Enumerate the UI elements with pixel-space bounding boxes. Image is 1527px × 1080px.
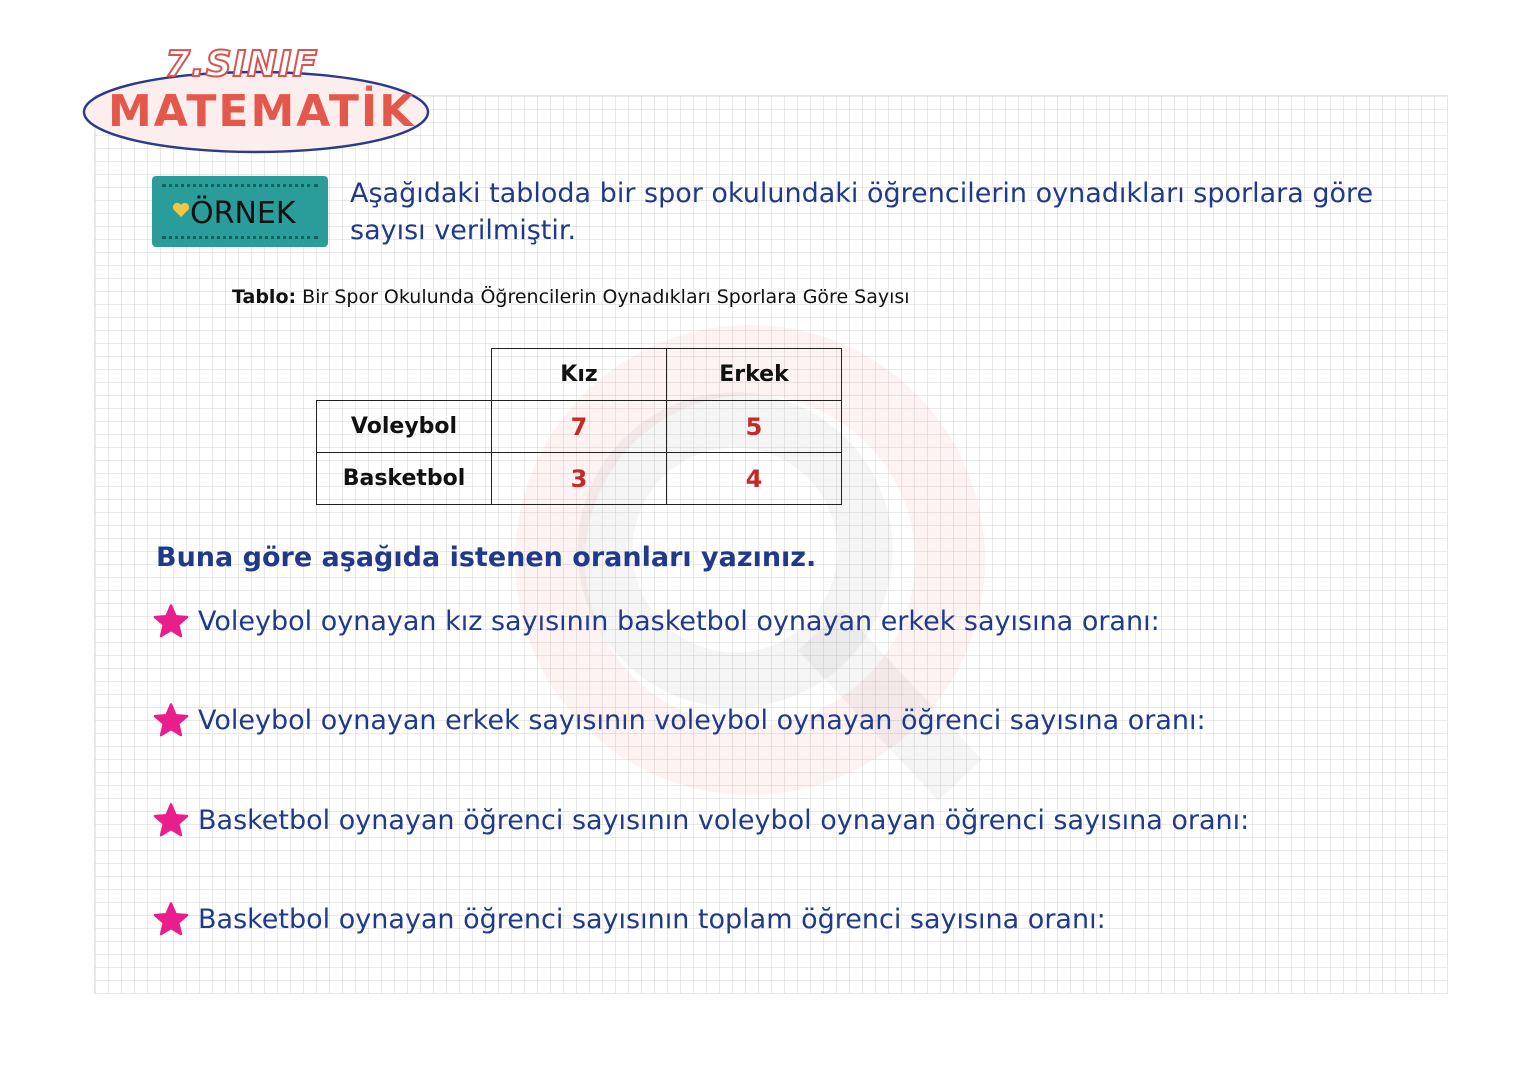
intro-line-1: Aşağıdaki tabloda bir spor okulundaki öğrencilerin oynadıkları sporlara göre — [350, 178, 1374, 209]
question-text: Basketbol oynayan öğrenci sayısının toplam öğrenci sayısına oranı: — [198, 904, 1106, 935]
table-caption — [232, 286, 910, 308]
cell-voleybol-kiz: 7 — [492, 401, 667, 453]
badge-dots-bottom — [162, 236, 318, 239]
row-label-basketbol: Basketbol — [317, 453, 492, 505]
cell-basketbol-erkek: 4 — [667, 453, 842, 505]
column-header-kiz: Kız — [492, 349, 667, 401]
badge-dots-top — [162, 184, 318, 187]
logo-grade: 7.SINIF — [165, 44, 319, 85]
question-heading: Buna göre aşağıda istenen oranları yazınız. — [156, 542, 817, 573]
cell-basketbol-kiz: 3 — [492, 453, 667, 505]
logo-subject: MATEMATİK — [108, 86, 416, 137]
column-header-erkek: Erkek — [667, 349, 842, 401]
star-icon — [152, 901, 190, 939]
sports-table — [316, 348, 842, 505]
question-text: Voleybol oynayan kız sayısının basketbol oynayan erkek sayısına oranı: — [198, 606, 1160, 637]
star-icon — [152, 802, 190, 840]
table-corner-cell — [317, 349, 492, 401]
question-text: Voleybol oynayan erkek sayısının voleybol oynayan öğrenci sayısına oranı: — [198, 705, 1206, 736]
star-icon — [152, 603, 190, 641]
cell-voleybol-erkek: 5 — [667, 401, 842, 453]
example-badge-label: ÖRNEK — [190, 196, 296, 231]
table-caption-text: Bir Spor Okulunda Öğrencilerin Oynadıkları Sporlara Göre Sayısı — [302, 286, 910, 308]
heart-icon — [172, 202, 190, 218]
row-label-voleybol: Voleybol — [317, 401, 492, 453]
example-badge — [152, 176, 328, 247]
intro-text — [350, 175, 1440, 249]
table-header-row — [317, 349, 842, 401]
intro-line-2: sayısı verilmiştir. — [350, 215, 577, 246]
star-icon — [152, 702, 190, 740]
table-row — [317, 401, 842, 453]
table-row — [317, 453, 842, 505]
table-caption-prefix: Tablo: — [232, 286, 297, 308]
question-text: Basketbol oynayan öğrenci sayısının voleybol oynayan öğrenci sayısına oranı: — [198, 805, 1250, 836]
